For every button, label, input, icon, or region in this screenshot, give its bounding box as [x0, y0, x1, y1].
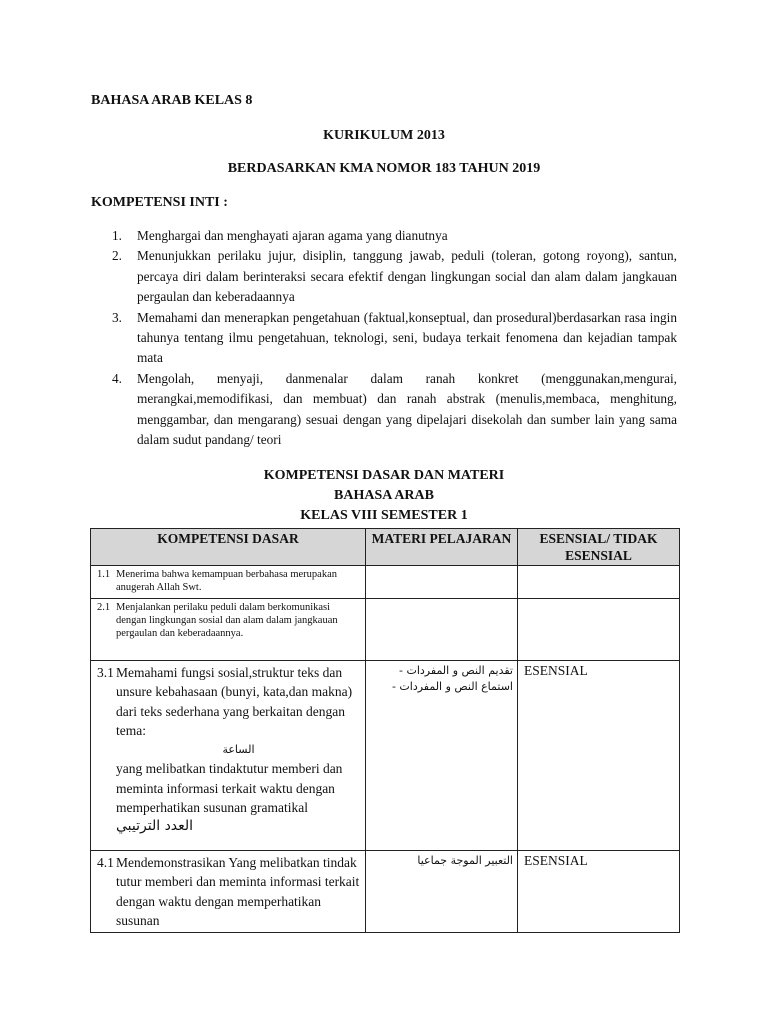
header-esensial: ESENSIAL/ TIDAK ESENSIAL — [518, 529, 680, 566]
document-title: BAHASA ARAB KELAS 8 — [91, 93, 253, 108]
header-kd: KOMPETENSI DASAR — [91, 529, 366, 566]
kd-table — [90, 528, 680, 933]
curriculum-heading: KURIKULUM 2013 — [323, 128, 445, 143]
status-esensial: ESENSIAL — [524, 663, 588, 678]
status-esensial: ESENSIAL — [524, 853, 588, 868]
kd-class: KELAS VIII SEMESTER 1 — [300, 508, 468, 523]
ki-list — [112, 226, 677, 450]
table-row: 1.1 Menerima bahwa kemampuan berbahasa merupakan anugerah Allah Swt. — [91, 566, 680, 599]
basis-heading: BERDASARKAN KMA NOMOR 183 TAHUN 2019 — [227, 161, 541, 176]
ki-heading: KOMPETENSI INTI : — [91, 195, 228, 210]
table-row: 4.1 Mendemonstrasikan Yang melibatkan tindak tutur memberi dan meminta informasi terkait dengan waktu dengan memperhatikan susunan التعبير الموجة جماعيا ESENSIAL — [91, 851, 680, 933]
header-materi: MATERI PELAJARAN — [366, 529, 518, 566]
table-row: 3.1 Memahami fungsi sosial,struktur teks dan unsure kebahasaan (bunyi, kata,dan makna) dari teks sederhana yang berkaitan dengan tema: الساعة yang melibatkan tindaktutur memberi dan meminta informasi terkait waktu dengan memperhatikan susunan gramatikal العدد الترتيبي تقديم النص و المفردات - استماع النص و المفردات - ESENSIAL — [91, 661, 680, 851]
ki-item: 2. Menunjukkan perilaku jujur, disiplin, tanggung jawab, peduli (toleran, gotong royong), santun, percaya diri dalam berinteraksi secara efektif dengan lingkungan social dan alam dalam jangkauan pergaulan dan keberadaannya — [112, 248, 677, 305]
ki-item: 4. Mengolah, menyaji, danmenalar dalam ranah konkret (menggunakan,mengurai, merangkai,memodifikasi, dan membuat) dan ranah abstrak (menulis,membaca, menghitung, menggambar, dan mengarang) sesuai dengan yang dipelajari disekolah dan sumber lain yang sama dalam sudut pandang/ teori — [112, 370, 677, 448]
table-row: 2.1 Menjalankan perilaku peduli dalam berkomunikasi dengan lingkungan sosial dan alam dalam jangkauan pergaulan dan keberadaannya. — [91, 599, 680, 661]
ki-item: 3. Memahami dan menerapkan pengetahuan (faktual,konseptual, dan prosedural)berdasarkan rasa ingin tahunya tentang ilmu pengetahuan, teknologi, seni, budaya terkait fenomena dan kejadian tampak mata — [112, 309, 677, 366]
kd-heading: KOMPETENSI DASAR DAN MATERI — [263, 468, 505, 483]
kd-subject: BAHASA ARAB — [334, 488, 434, 503]
ki-item: 1. Menghargai dan menghayati ajaran agama yang dianutnya — [112, 228, 448, 243]
